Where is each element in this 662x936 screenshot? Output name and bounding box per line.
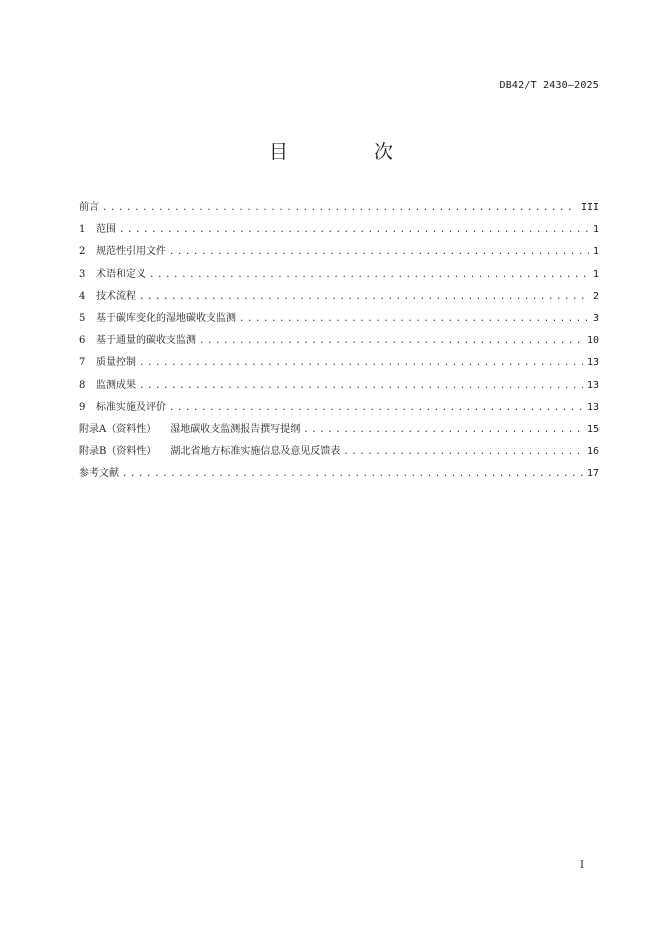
toc-title: 目 次: [268, 141, 434, 163]
toc-entry-page: 10: [586, 335, 599, 347]
toc-entry-label: [79, 268, 146, 282]
toc-leader-dots: [169, 401, 583, 415]
table-of-contents: [79, 201, 599, 489]
toc-entry-label: [79, 379, 136, 393]
toc-entry-text: 基于碳库变化的湿地碳收支监测: [96, 312, 236, 324]
toc-leader-dots: [139, 379, 583, 393]
toc-entry-page: 1: [592, 224, 599, 236]
toc-entry-text: 标准实施及评价: [96, 401, 166, 413]
toc-entry-number: 7: [79, 357, 86, 369]
toc-entry-number: 1: [79, 224, 86, 236]
toc-leader-dots: [343, 445, 583, 459]
toc-entry-text: 术语和定义: [96, 268, 146, 280]
toc-entry-number: 附录A（资料性）: [79, 423, 157, 435]
toc-leader-dots: [119, 223, 589, 237]
toc-entry-text: 范围: [96, 224, 116, 236]
toc-entry-preface[interactable]: [79, 201, 599, 223]
toc-entry-label: 参考文献: [79, 468, 119, 480]
toc-entry-label: 前言: [79, 202, 99, 213]
toc-entry-references[interactable]: [79, 467, 599, 489]
toc-entry-text: 湿地碳收支监测报告撰写提纲: [170, 423, 301, 435]
toc-entry-label: [79, 245, 166, 259]
toc-leader-dots: [122, 467, 583, 481]
toc-entry-label: [79, 356, 136, 370]
toc-leader-dots: [149, 268, 589, 282]
toc-entry-technical-process[interactable]: [79, 290, 599, 312]
toc-leader-dots: [102, 201, 577, 215]
toc-entry-text: 质量控制: [96, 357, 136, 369]
toc-entry-page: III: [580, 202, 599, 213]
toc-entry-number: 3: [79, 268, 86, 280]
toc-entry-appendix-b[interactable]: [79, 445, 599, 467]
toc-entry-text: 监测成果: [96, 379, 136, 391]
toc-entry-text: 规范性引用文件: [96, 246, 166, 258]
toc-entry-number: 2: [79, 246, 86, 258]
toc-entry-terms-definitions[interactable]: [79, 268, 599, 290]
toc-entry-normative-references[interactable]: [79, 245, 599, 267]
toc-entry-quality-control[interactable]: [79, 356, 599, 378]
toc-entry-label: [79, 445, 340, 459]
toc-entry-page: 16: [586, 446, 599, 458]
toc-entry-label: [79, 223, 116, 237]
toc-leader-dots: [303, 423, 583, 437]
toc-entry-number: 6: [79, 335, 86, 347]
toc-leader-dots: [169, 245, 589, 259]
page-number: I: [580, 860, 584, 871]
toc-entry-label: [79, 334, 196, 348]
toc-entry-label: [79, 312, 236, 326]
toc-entry-number: 9: [79, 401, 86, 413]
document-code: DB42/T 2430—2025: [499, 80, 599, 91]
toc-entry-monitoring-results[interactable]: [79, 379, 599, 401]
toc-entry-page: 2: [592, 290, 599, 302]
toc-entry-flux-monitoring[interactable]: [79, 334, 599, 356]
toc-entry-page: 17: [586, 468, 599, 480]
toc-leader-dots: [139, 356, 583, 370]
toc-entry-text: 基于通量的碳收支监测: [96, 335, 196, 347]
toc-entry-number: 4: [79, 290, 86, 302]
toc-entry-page: 13: [586, 379, 599, 391]
toc-entry-number: 附录B（资料性）: [79, 446, 157, 458]
toc-entry-number: 8: [79, 379, 86, 391]
toc-entry-label: [79, 423, 300, 437]
toc-entry-page: 1: [592, 268, 599, 280]
toc-entry-text: 技术流程: [96, 290, 136, 302]
toc-entry-page: 3: [592, 312, 599, 324]
toc-entry-label: [79, 290, 136, 304]
toc-leader-dots: [199, 334, 583, 348]
toc-entry-implementation-evaluation[interactable]: [79, 401, 599, 423]
toc-entry-page: 1: [592, 246, 599, 258]
toc-leader-dots: [139, 290, 589, 304]
toc-entry-number: 5: [79, 312, 86, 324]
toc-entry-scope[interactable]: [79, 223, 599, 245]
toc-leader-dots: [239, 312, 589, 326]
toc-entry-carbon-pool-monitoring[interactable]: [79, 312, 599, 334]
toc-entry-label: [79, 401, 166, 415]
toc-entry-page: 13: [586, 401, 599, 413]
toc-entry-text: 湖北省地方标准实施信息及意见反馈表: [170, 446, 341, 458]
toc-entry-page: 15: [586, 423, 599, 435]
toc-entry-page: 13: [586, 357, 599, 369]
toc-entry-appendix-a[interactable]: [79, 423, 599, 445]
